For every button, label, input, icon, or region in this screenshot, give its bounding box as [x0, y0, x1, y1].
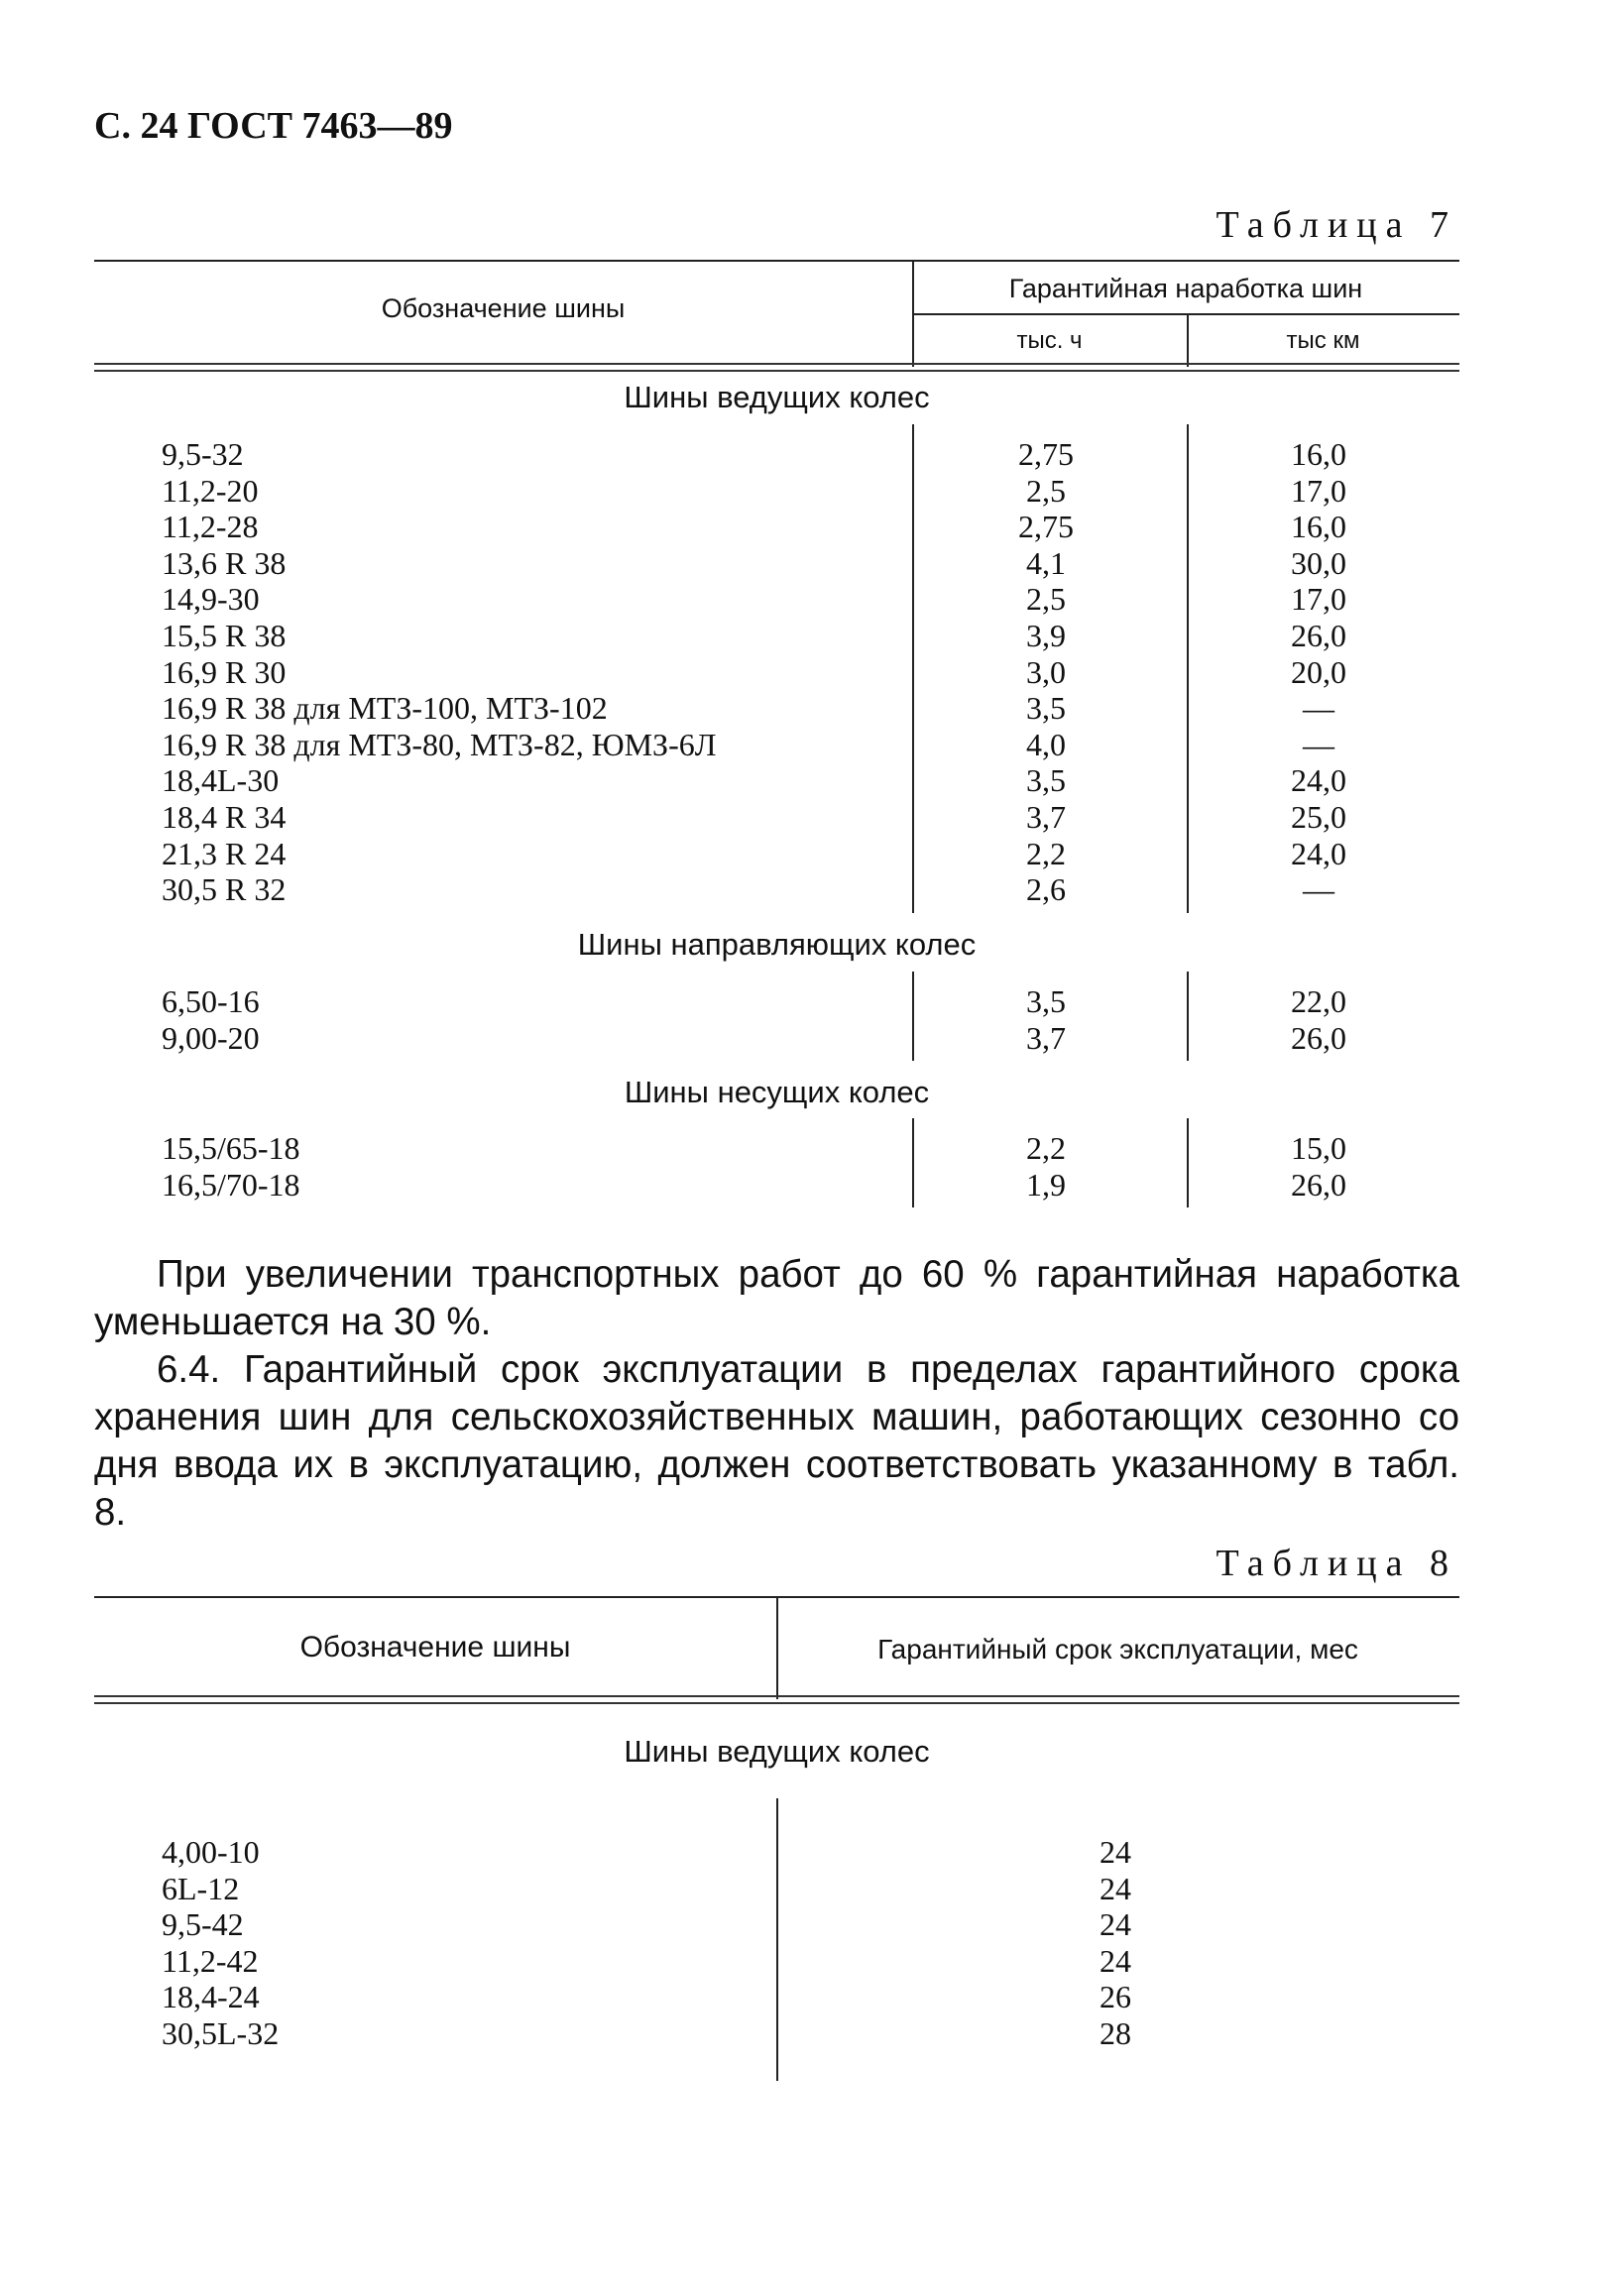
- hours-value: 2,75: [1018, 509, 1074, 545]
- km-value: 22,0: [1291, 983, 1346, 1019]
- hours-value: 3,7: [1026, 798, 1066, 835]
- hours-value: 2,5: [1026, 581, 1066, 618]
- paragraph-transport-note: При увеличении транспортных работ до 60 % гарантийная наработка уменьшается на 30 %.: [94, 1253, 1459, 1343]
- km-value: 26,0: [1291, 1019, 1346, 1056]
- tire-designation: 6,50-16: [162, 983, 260, 1019]
- hours-value: 1,9: [1026, 1166, 1066, 1203]
- hours-value: 3,5: [1026, 983, 1066, 1019]
- table7-col-hours: тыс. ч: [1016, 327, 1083, 354]
- km-value: —: [1303, 690, 1334, 727]
- tire-designation: 16,9 R 38 для МТЗ-100, МТЗ-102: [162, 690, 608, 727]
- km-value: 16,0: [1291, 509, 1346, 545]
- tire-designation: 16,9 R 30: [162, 653, 287, 690]
- hours-value: 3,5: [1026, 690, 1066, 727]
- km-value: 25,0: [1291, 798, 1346, 835]
- table7-caption: Таблица 7: [1216, 204, 1457, 246]
- tire-designation: 30,5L-32: [162, 2014, 280, 2051]
- table7-col-designation: Обозначение шины: [381, 293, 626, 323]
- tire-designation: 9,5-42: [162, 1906, 244, 1943]
- table8-caption: Таблица 8: [1216, 1543, 1457, 1584]
- table7-header-double-rule: [94, 363, 1459, 372]
- table7-section1-names: [162, 436, 716, 908]
- km-value: 26,0: [1291, 617, 1346, 653]
- table7-subheader-rule: [912, 313, 1459, 315]
- table8-header-double-rule: [94, 1695, 1459, 1704]
- tire-designation: 16,9 R 38 для МТЗ-80, МТЗ-82, ЮМЗ-6Л: [162, 726, 717, 762]
- table7-section2-hours: [982, 983, 1110, 1056]
- km-value: 24,0: [1291, 835, 1346, 871]
- tire-designation: 11,2-20: [162, 472, 259, 509]
- tire-designation: 15,5/65-18: [162, 1130, 300, 1166]
- table8-names: [162, 1834, 279, 2052]
- months-value: 28: [1100, 2014, 1131, 2051]
- table7-section-title: Шины ведущих колес: [624, 380, 930, 414]
- table7-section2-km: [1254, 983, 1383, 1056]
- months-value: 26: [1100, 1979, 1131, 2015]
- table7-column-divider: [912, 424, 914, 913]
- table7-column-divider: [912, 1118, 914, 1207]
- km-value: 20,0: [1291, 653, 1346, 690]
- table7-section3-names: [162, 1130, 300, 1203]
- km-value: 17,0: [1291, 472, 1346, 509]
- tire-designation: 15,5 R 38: [162, 617, 287, 653]
- table8-months: [1066, 1834, 1165, 2052]
- table7-col-km: тыс км: [1286, 327, 1360, 354]
- table7-section3-km: [1254, 1130, 1383, 1203]
- hours-value: 3,5: [1026, 762, 1066, 799]
- tire-designation: 30,5 R 32: [162, 871, 287, 908]
- hours-value: 2,2: [1026, 835, 1066, 871]
- page-header: С. 24 ГОСТ 7463—89: [94, 105, 453, 147]
- table7-section1-hours: [982, 436, 1110, 908]
- km-value: 30,0: [1291, 544, 1346, 581]
- tire-designation: 18,4 R 34: [162, 798, 287, 835]
- tire-designation: 18,4-24: [162, 1979, 260, 2015]
- tire-designation: 13,6 R 38: [162, 544, 287, 581]
- months-value: 24: [1100, 1906, 1131, 1943]
- table8-col-term: Гарантийный срок эксплуатации, мес: [877, 1634, 1358, 1665]
- table7-col-group: Гарантийная наработка шин: [1008, 274, 1363, 303]
- months-value: 24: [1100, 1870, 1131, 1906]
- table7-column-divider: [1187, 1118, 1189, 1207]
- hours-value: 2,2: [1026, 1130, 1066, 1166]
- table8-column-divider: [776, 1798, 778, 2081]
- tire-designation: 18,4L-30: [162, 762, 280, 799]
- table7-section1-km: [1254, 436, 1383, 908]
- hours-value: 4,0: [1026, 726, 1066, 762]
- km-value: —: [1303, 726, 1334, 762]
- tire-designation: 14,9-30: [162, 581, 260, 618]
- table7-section3-hours: [982, 1130, 1110, 1203]
- tire-designation: 9,5-32: [162, 436, 244, 472]
- hours-value: 3,0: [1026, 653, 1066, 690]
- km-value: 17,0: [1291, 581, 1346, 618]
- table7-section-title: Шины направляющих колес: [577, 927, 977, 962]
- tire-designation: 11,2-28: [162, 509, 259, 545]
- hours-value: 2,6: [1026, 871, 1066, 908]
- table8-col-designation: Обозначение шины: [299, 1631, 571, 1664]
- table7-section2-names: [162, 983, 260, 1056]
- tire-designation: 11,2-42: [162, 1942, 259, 1979]
- km-value: 16,0: [1291, 436, 1346, 472]
- table7-column-divider: [912, 972, 914, 1061]
- table7-section-title: Шины несущих колес: [624, 1075, 930, 1109]
- tire-designation: 16,5/70-18: [162, 1166, 300, 1203]
- tire-designation: 21,3 R 24: [162, 835, 287, 871]
- body-text: [94, 1251, 1459, 1537]
- hours-value: 4,1: [1026, 544, 1066, 581]
- km-value: 15,0: [1291, 1130, 1346, 1166]
- km-value: 24,0: [1291, 762, 1346, 799]
- table7-column-divider: [1187, 424, 1189, 913]
- months-value: 24: [1100, 1942, 1131, 1979]
- hours-value: 2,5: [1026, 472, 1066, 509]
- hours-value: 3,9: [1026, 617, 1066, 653]
- table7-column-divider: [1187, 972, 1189, 1061]
- months-value: 24: [1100, 1834, 1131, 1870]
- tire-designation: 4,00-10: [162, 1834, 260, 1870]
- tire-designation: 9,00-20: [162, 1019, 260, 1056]
- table7-top-rule: [94, 260, 1459, 262]
- km-value: —: [1303, 871, 1334, 908]
- table8-section-title: Шины ведущих колес: [624, 1734, 930, 1769]
- hours-value: 3,7: [1026, 1019, 1066, 1056]
- paragraph-6-4: 6.4. Гарантийный срок эксплуатации в пределах гарантийного срока хранения шин для сельскохозяйственных машин, работающих сезонно со дня ввода их в эксплуатацию, должен соответствовать указанному в табл. 8.: [94, 1348, 1459, 1534]
- tire-designation: 6L-12: [162, 1870, 240, 1906]
- km-value: 26,0: [1291, 1166, 1346, 1203]
- hours-value: 2,75: [1018, 436, 1074, 472]
